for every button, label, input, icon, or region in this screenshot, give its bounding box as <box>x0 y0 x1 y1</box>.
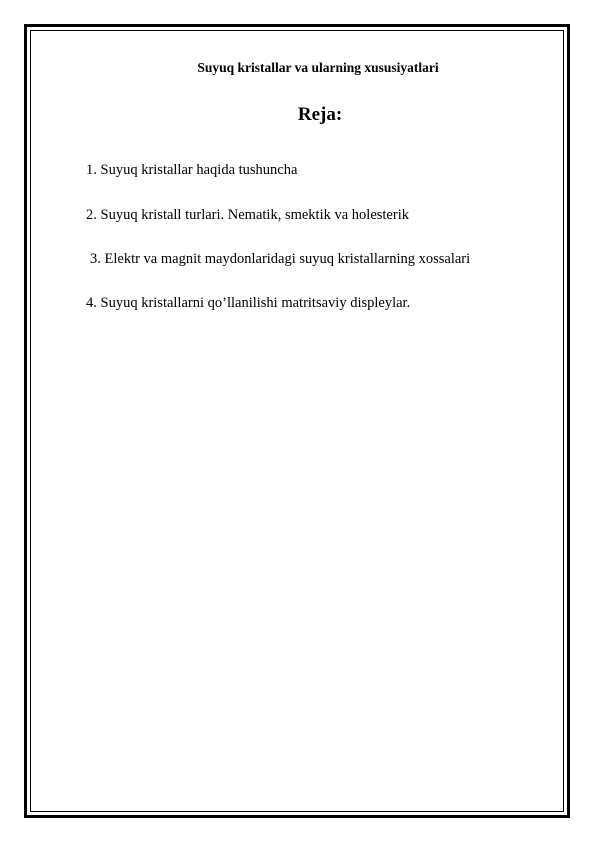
plan-item-3: 3. Elektr va magnit maydonlaridagi suyuq kristallarning xossalari <box>90 251 471 267</box>
plan-item-2: 2. Suyuq kristall turlari. Nematik, smektik va holesterik <box>86 207 409 223</box>
page-border-inner <box>30 30 564 812</box>
document-title: Suyuq kristallar va ularning xususiyatlari <box>197 60 439 75</box>
plan-item-4: 4. Suyuq kristallarni qo’llanilishi matritsaviy displeylar. <box>86 295 411 311</box>
plan-item-1: 1. Suyuq kristallar haqida tushuncha <box>86 162 298 178</box>
plan-heading: Reja: <box>297 104 343 125</box>
